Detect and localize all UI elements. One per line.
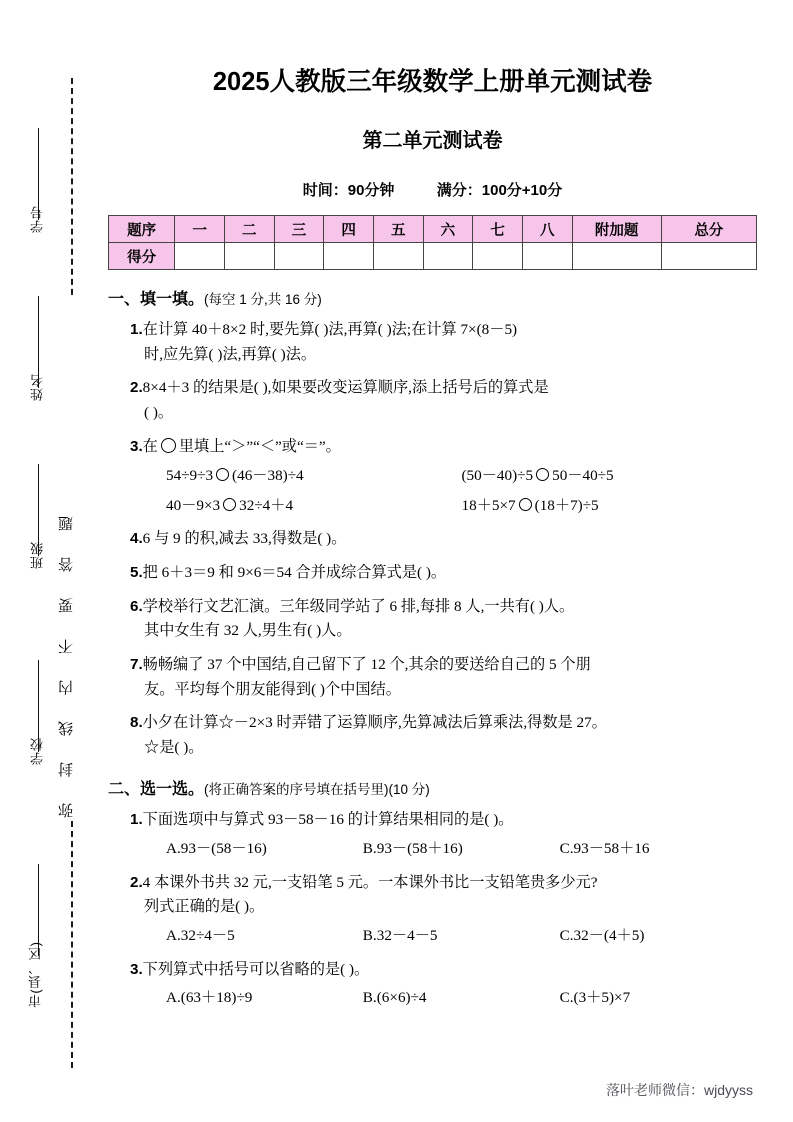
option-2[interactable]: C.93－58＋16 — [559, 840, 650, 857]
option-0[interactable]: A.(63＋18)÷9 — [166, 989, 253, 1007]
score-table-cell-9[interactable] — [661, 243, 756, 270]
question-number: 1. — [130, 321, 143, 338]
question-line — [130, 595, 757, 620]
score-table-col-header-4: 五 — [373, 216, 423, 243]
question-line — [130, 808, 757, 833]
question-number: 5. — [130, 564, 143, 581]
question-number: 3. — [130, 437, 143, 455]
question-0-0 — [108, 318, 757, 367]
exam-meta — [108, 179, 757, 200]
sidebar-label-student-id: 学号 — [30, 205, 45, 233]
question-number: 2. — [130, 379, 143, 397]
question-line — [130, 871, 757, 896]
question-line — [130, 376, 757, 401]
question-text: 在 里填上“＞”“＜”或“＝”。 — [142, 437, 341, 455]
question-1-0 — [108, 808, 757, 861]
comparison-row — [130, 464, 757, 489]
question-line — [130, 318, 757, 343]
question-number: 7. — [130, 655, 143, 673]
score-table-cell-7[interactable] — [522, 243, 572, 270]
score-table-col-header-0: 一 — [175, 216, 225, 243]
exam-time-label: 时间：90分钟 — [302, 182, 395, 199]
question-number: 1. — [130, 811, 143, 829]
question-number: 8. — [130, 714, 143, 732]
sidebar-label-city-district: 市(县、区) — [28, 941, 43, 1008]
score-table-value-row — [109, 243, 757, 270]
score-table-col-header-5: 六 — [423, 216, 473, 243]
comparison-circle-icon[interactable] — [216, 468, 229, 481]
question-number: 6. — [130, 597, 143, 615]
comparison-circle-icon[interactable] — [536, 468, 549, 481]
question-line — [130, 527, 757, 552]
question-0-1 — [108, 376, 757, 425]
option-row — [130, 986, 757, 1011]
score-table-col-header-9: 总分 — [661, 216, 756, 243]
section-note-1: (将正确答案的序号填在括号里)(10 分) — [204, 782, 430, 798]
question-text: 下列算式中括号可以省略的是( )。 — [142, 960, 370, 978]
section-heading-0 — [108, 286, 757, 309]
score-table-header-row — [109, 216, 757, 243]
question-text: 学校举行文艺汇演。三年级同学站了 6 排,每排 8 人,一共有( )人。 — [142, 597, 575, 615]
comparison-right: 32÷4＋4 — [239, 496, 294, 514]
comparison-left: 18＋5×7 — [461, 496, 516, 514]
score-table-cell-0[interactable] — [175, 243, 225, 270]
section-heading-1 — [108, 776, 757, 799]
question-line-cont: 时,应先算( )法,再算( )法。 — [144, 345, 317, 363]
question-number: 3. — [130, 960, 143, 978]
score-table-col-header-8: 附加题 — [572, 216, 661, 243]
option-2[interactable]: C.32－(4＋5) — [559, 926, 645, 944]
question-text: 4 本课外书共 32 元,一支铅笔 5 元。一本课外书比一支铅笔贵多少元? — [142, 873, 598, 891]
score-table-score-label: 得分 — [109, 243, 175, 270]
score-table — [108, 215, 757, 270]
option-0[interactable]: A.32÷4－5 — [166, 926, 235, 944]
question-number: 2. — [130, 873, 143, 891]
option-1[interactable]: B.(6×6)÷4 — [362, 989, 427, 1007]
exam-score-label: 满分：100分+10分 — [436, 182, 563, 199]
option-row — [130, 924, 757, 949]
question-line-cont: 列式正确的是( )。 — [144, 898, 265, 916]
section-note-0: (每空 1 分,共 16 分) — [204, 292, 322, 307]
sidebar-label-class: 班级 — [30, 541, 45, 569]
page-title: 2025人教版三年级数学上册单元测试卷 — [212, 68, 653, 96]
question-text: 把 6＋3＝9 和 9×6＝54 合并成综合算式是( )。 — [142, 564, 447, 581]
question-1-1 — [108, 871, 757, 949]
option-1[interactable]: B.32－4－5 — [362, 926, 438, 944]
question-0-3 — [108, 527, 757, 552]
question-text: 6 与 9 的积,减去 33,得数是( )。 — [142, 530, 347, 548]
comparison-circle-icon[interactable] — [223, 498, 236, 511]
comparison-left: (50－40)÷5 — [461, 467, 534, 485]
comparison-right: 50－40÷5 — [552, 467, 614, 485]
question-line — [130, 958, 757, 983]
score-table-col-header-6: 七 — [473, 216, 523, 243]
comparison-item — [462, 464, 758, 489]
score-table-col-header-1: 二 — [224, 216, 274, 243]
score-table-cell-5[interactable] — [423, 243, 473, 270]
score-table-cell-6[interactable] — [473, 243, 523, 270]
option-0[interactable]: A.93－(58－16) — [166, 840, 267, 857]
question-line — [130, 653, 757, 678]
question-0-5 — [108, 595, 757, 644]
question-line-cont: 其中女生有 32 人,男生有( )人。 — [144, 622, 352, 640]
score-table-cell-8[interactable] — [572, 243, 661, 270]
question-text: 8×4＋3 的结果是( ),如果要改变运算顺序,添上括号后的算式是 — [142, 379, 549, 397]
comparison-item — [166, 464, 462, 489]
option-1[interactable]: B.93－(58＋16) — [362, 840, 463, 857]
comparison-right: (46－38)÷4 — [232, 467, 304, 485]
score-table-cell-2[interactable] — [274, 243, 324, 270]
question-text: 小夕在计算☆－2×3 时弄错了运算顺序,先算减法后算乘法,得数是 27。 — [142, 714, 607, 732]
question-line — [130, 435, 757, 460]
page-subtitle: 第二单元测试卷 — [362, 130, 503, 152]
comparison-row — [130, 494, 757, 519]
comparison-item — [462, 494, 758, 519]
question-line — [130, 561, 757, 586]
comparison-right: (18＋7)÷5 — [534, 496, 599, 514]
comparison-left: 40－9×3 — [166, 496, 221, 514]
score-table-col-header-7: 八 — [522, 216, 572, 243]
question-1-2 — [108, 958, 757, 1011]
sidebar-label-school: 学校 — [30, 737, 45, 765]
score-table-col-header-2: 三 — [274, 216, 324, 243]
sidebar-label-name: 姓名 — [30, 373, 45, 401]
question-text: 下面选项中与算式 93－58－16 的计算结果相同的是( )。 — [142, 811, 514, 829]
question-number: 4. — [130, 530, 143, 548]
comparison-circle-icon[interactable] — [161, 438, 176, 453]
question-line-cont: ( )。 — [144, 403, 174, 421]
seal-line-text: 弥封线内不要答题 — [59, 300, 74, 820]
question-line-cont: ☆是( )。 — [144, 738, 204, 756]
question-line — [130, 711, 757, 736]
comparison-left: 54÷9÷3 — [166, 467, 214, 485]
score-table-col-header-3: 四 — [324, 216, 374, 243]
question-0-2 — [108, 435, 757, 519]
option-2[interactable]: C.(3＋5)×7 — [559, 989, 631, 1007]
section-title-0: 一、填一填。 — [108, 291, 205, 308]
question-line-cont: 友。平均每个朋友能得到( )个中国结。 — [144, 680, 401, 698]
seal-sidebar — [0, 0, 100, 1122]
score-table-cell-3[interactable] — [324, 243, 374, 270]
watermark-text: 落叶老师微信：wjdyyss — [605, 1082, 753, 1098]
comparison-circle-icon[interactable] — [519, 498, 532, 511]
question-0-7 — [108, 711, 757, 760]
section-title-1: 二、选一选。 — [108, 781, 205, 799]
question-text: 在计算 40＋8×2 时,要先算( )法,再算( )法;在计算 7×(8－5) — [142, 321, 518, 338]
score-table-cell-4[interactable] — [373, 243, 423, 270]
comparison-item — [166, 494, 462, 519]
question-0-4 — [108, 561, 757, 586]
score-table-row-label: 题序 — [109, 216, 175, 243]
score-table-cell-1[interactable] — [224, 243, 274, 270]
exam-page — [100, 0, 793, 1122]
option-row — [130, 837, 757, 862]
question-text: 畅畅编了 37 个中国结,自己留下了 12 个,其余的要送给自己的 5 个朋 — [142, 655, 591, 673]
question-0-6 — [108, 653, 757, 702]
